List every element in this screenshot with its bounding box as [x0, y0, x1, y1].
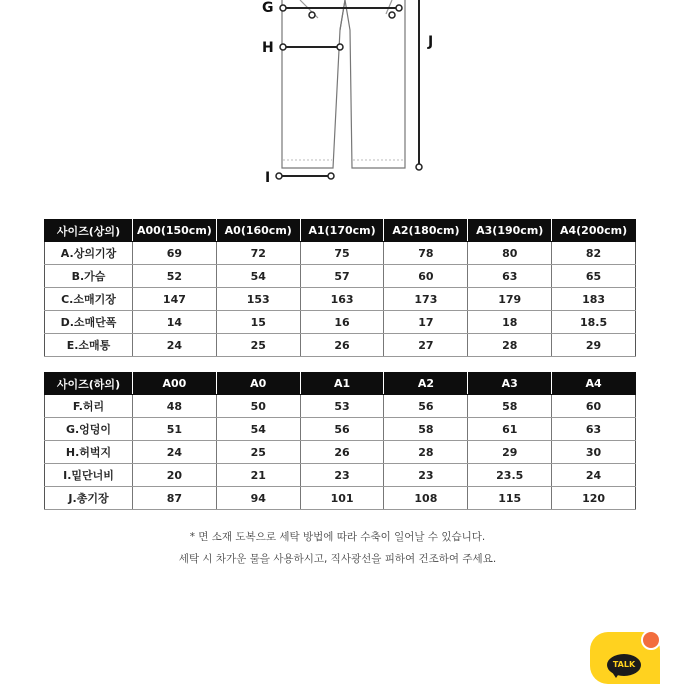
- table-cell: 24: [552, 464, 636, 487]
- table-cell: 58: [384, 418, 468, 441]
- table-row: [45, 265, 636, 288]
- table-cell: 78: [384, 242, 468, 265]
- table-cell: 63: [552, 418, 636, 441]
- table-cell: 20: [133, 464, 217, 487]
- table-cell: 29: [468, 441, 552, 464]
- row-label: C.소매기장: [45, 288, 133, 311]
- table-row: [45, 487, 636, 510]
- top-header-cell: A0(160cm): [216, 220, 300, 242]
- table-cell: 26: [300, 441, 384, 464]
- table-cell: 87: [133, 487, 217, 510]
- table-cell: 69: [133, 242, 217, 265]
- table-cell: 28: [468, 334, 552, 357]
- row-label: G.엉덩이: [45, 418, 133, 441]
- table-cell: 63: [468, 265, 552, 288]
- bottom-header-cell: A2: [384, 373, 468, 395]
- table-cell: 153: [216, 288, 300, 311]
- label-g: G: [262, 0, 274, 16]
- table-cell: 75: [300, 242, 384, 265]
- table-cell: 52: [133, 265, 217, 288]
- top-size-table: [44, 219, 636, 357]
- table-cell: 17: [384, 311, 468, 334]
- measure-dot-g-left: [280, 5, 286, 11]
- table-cell: 23: [384, 464, 468, 487]
- pants-measurement-diagram: [0, 0, 675, 200]
- label-i: I: [265, 170, 271, 186]
- pants-illustration: [282, 0, 405, 168]
- notification-badge: [641, 630, 661, 650]
- table-cell: 60: [552, 395, 636, 418]
- table-cell: 115: [468, 487, 552, 510]
- table-cell: 65: [552, 265, 636, 288]
- bottom-header-cell: A4: [552, 373, 636, 395]
- row-label: D.소매단폭: [45, 311, 133, 334]
- label-h: H: [262, 40, 274, 56]
- row-label: E.소매통: [45, 334, 133, 357]
- table-cell: 58: [468, 395, 552, 418]
- table-cell: 23.5: [468, 464, 552, 487]
- table-cell: 24: [133, 334, 217, 357]
- table-cell: 72: [216, 242, 300, 265]
- measure-dot-h-right: [337, 44, 343, 50]
- top-header-cell: A3(190cm): [468, 220, 552, 242]
- table-cell: 120: [552, 487, 636, 510]
- table-row: [45, 288, 636, 311]
- table-cell: 16: [300, 311, 384, 334]
- table-cell: 25: [216, 334, 300, 357]
- row-label: A.상의기장: [45, 242, 133, 265]
- measure-dot-i-right: [328, 173, 334, 179]
- measure-dot-g-inner-right: [389, 12, 395, 18]
- table-cell: 28: [384, 441, 468, 464]
- top-table-header-row: [45, 220, 636, 242]
- top-header-cell: A00(150cm): [133, 220, 217, 242]
- bottom-header-cell: A00: [133, 373, 217, 395]
- table-cell: 80: [468, 242, 552, 265]
- care-note-washing: 세탁 시 차가운 물을 사용하시고, 직사광선을 피하여 건조하여 주세요.: [178, 553, 497, 565]
- bottom-header-cell: A1: [300, 373, 384, 395]
- table-cell: 18: [468, 311, 552, 334]
- measure-dot-i-left: [276, 173, 282, 179]
- top-header-cell: 사이즈(상의): [45, 220, 133, 242]
- measure-dot-j-bottom: [416, 164, 422, 170]
- table-cell: 54: [216, 418, 300, 441]
- table-cell: 15: [216, 311, 300, 334]
- table-cell: 14: [133, 311, 217, 334]
- table-row: [45, 311, 636, 334]
- table-cell: 183: [552, 288, 636, 311]
- table-row: [45, 242, 636, 265]
- table-row: [45, 334, 636, 357]
- table-cell: 21: [216, 464, 300, 487]
- table-cell: 94: [216, 487, 300, 510]
- table-cell: 147: [133, 288, 217, 311]
- row-label: I.밑단너비: [45, 464, 133, 487]
- table-cell: 108: [384, 487, 468, 510]
- measure-dot-h-left: [280, 44, 286, 50]
- top-header-cell: A1(170cm): [300, 220, 384, 242]
- bottom-header-cell: A0: [216, 373, 300, 395]
- table-cell: 54: [216, 265, 300, 288]
- table-cell: 30: [552, 441, 636, 464]
- row-label: J.총기장: [45, 487, 133, 510]
- table-row: [45, 441, 636, 464]
- table-cell: 60: [384, 265, 468, 288]
- table-cell: 56: [300, 418, 384, 441]
- table-cell: 24: [133, 441, 217, 464]
- table-cell: 48: [133, 395, 217, 418]
- table-row: [45, 418, 636, 441]
- table-cell: 18.5: [552, 311, 636, 334]
- table-cell: 53: [300, 395, 384, 418]
- table-cell: 61: [468, 418, 552, 441]
- label-j: J: [428, 34, 434, 50]
- table-cell: 179: [468, 288, 552, 311]
- talk-bubble-tail: [612, 672, 620, 678]
- table-cell: 82: [552, 242, 636, 265]
- table-cell: 26: [300, 334, 384, 357]
- table-cell: 56: [384, 395, 468, 418]
- bottom-table-header-row: [45, 373, 636, 395]
- table-cell: 163: [300, 288, 384, 311]
- table-cell: 57: [300, 265, 384, 288]
- bottom-header-cell: 사이즈(하의): [45, 373, 133, 395]
- bottom-size-table: [44, 372, 636, 510]
- table-row: [45, 464, 636, 487]
- table-row: [45, 395, 636, 418]
- top-header-cell: A4(200cm): [552, 220, 636, 242]
- row-label: B.가슴: [45, 265, 133, 288]
- table-cell: 173: [384, 288, 468, 311]
- table-cell: 25: [216, 441, 300, 464]
- table-cell: 101: [300, 487, 384, 510]
- table-cell: 51: [133, 418, 217, 441]
- table-cell: 50: [216, 395, 300, 418]
- row-label: H.허벅지: [45, 441, 133, 464]
- care-note-shrinkage: * 면 소재 도복으로 세탁 방법에 따라 수축이 일어날 수 있습니다.: [189, 531, 486, 543]
- table-cell: 29: [552, 334, 636, 357]
- table-cell: 23: [300, 464, 384, 487]
- bottom-header-cell: A3: [468, 373, 552, 395]
- measure-dot-g-inner: [309, 12, 315, 18]
- talk-bubble-icon[interactable]: TALK: [607, 654, 641, 676]
- measure-dot-g-right: [396, 5, 402, 11]
- top-header-cell: A2(180cm): [384, 220, 468, 242]
- row-label: F.허리: [45, 395, 133, 418]
- table-cell: 27: [384, 334, 468, 357]
